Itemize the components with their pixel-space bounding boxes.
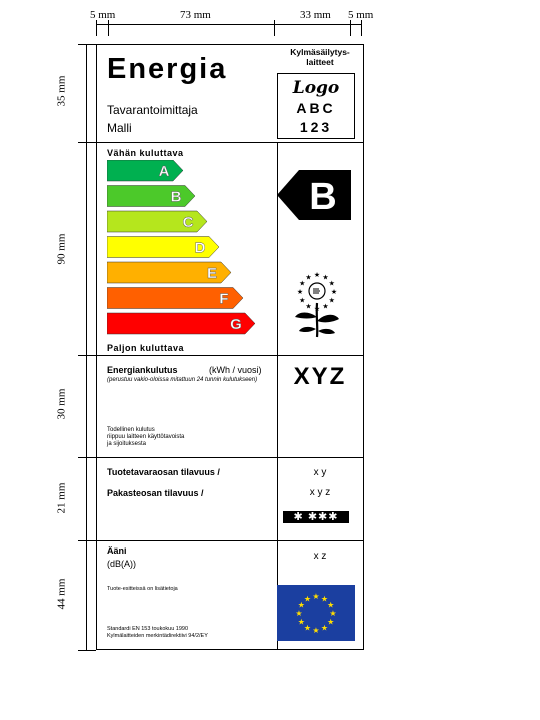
model-text: Malli (107, 121, 132, 135)
noise-value: x z (313, 551, 327, 562)
brochure-note: Tuote-esitteissä on lisätietoja (107, 586, 178, 592)
class-arrow-d (107, 237, 219, 258)
standard-note: Standardi EN 153 toukokuu 1990 (107, 626, 189, 632)
dim-top-1: 5 mm (90, 9, 116, 21)
star-icon: ✱ (293, 511, 304, 523)
dim-left-1: 35 mm (55, 75, 68, 107)
class-arrow-f (107, 288, 243, 309)
star-icon: ★ (329, 609, 337, 618)
star-icon: ★ (303, 623, 312, 633)
dim-top-3: 33 mm (300, 9, 331, 21)
star-icon: ★ (303, 594, 312, 604)
class-letter: C (182, 214, 194, 231)
directive-note: Kylmälaitteiden merkintädirektiivi 94/2/EY (107, 633, 208, 639)
dim-top-4: 5 mm (348, 9, 374, 21)
rating-letter: B (309, 176, 337, 218)
class-arrow-a (107, 160, 183, 181)
star-icon: ★ (320, 594, 329, 604)
consumption-unit: (kWh / vuosi) (209, 365, 262, 375)
class-arrow-b (107, 186, 195, 207)
star-icon: ★ (305, 302, 312, 311)
fresh-volume-label: Tuotetavaraosan tilavuus / (107, 467, 220, 477)
class-letter: B (170, 188, 182, 206)
low-consumption-label: Vähän kuluttava (107, 148, 184, 158)
star-icon: ★ (327, 600, 335, 610)
consumption-title: Energiankulutus (107, 365, 178, 375)
efficiency-scale (107, 160, 267, 340)
logo-box (277, 73, 355, 139)
real-consumption-note-3: ja sijoituksesta (107, 441, 147, 447)
noise-label: Ääni (107, 546, 127, 556)
label-title: Energia (107, 53, 228, 85)
class-arrow-g (107, 313, 255, 334)
star-icon: ★ (313, 271, 321, 279)
dim-left-2: 90 mm (55, 233, 68, 265)
logo-text: Logo (292, 78, 340, 98)
abc-text: ABC (296, 100, 336, 116)
category-text: Kylmäsäilytys-laitteet (290, 47, 350, 67)
star-icon: ★ (299, 296, 306, 305)
star-icon: ★ (313, 305, 321, 313)
star-icon: ★ (320, 623, 329, 633)
number-text: 123 (299, 119, 333, 135)
star-icon: ★ (322, 273, 329, 282)
star-icon: ★ (330, 288, 338, 296)
real-consumption-note-1: Todellinen kulutus (107, 427, 155, 433)
class-arrow-e (107, 262, 231, 283)
eu-ecolabel-flower-icon (289, 267, 345, 339)
frozen-volume-value: x y z (309, 487, 331, 498)
dim-left-5: 44 mm (55, 578, 68, 610)
star-icon: ★ (322, 302, 329, 311)
class-letter: A (158, 163, 170, 180)
star-icon: ★ (297, 600, 305, 610)
energy-label (96, 44, 364, 650)
class-arrow-c (107, 211, 207, 232)
real-consumption-note-2: riippuu laitteen käyttötavoista (107, 434, 185, 440)
star-icon: ★ (312, 592, 320, 601)
dim-top-2: 73 mm (180, 9, 211, 21)
fresh-volume-value: x y (313, 467, 327, 478)
consumption-note: (perustuu vakio-oloissa mitattuun 24 tunnin kulutukseen) (107, 377, 258, 383)
class-letter: E (206, 265, 218, 282)
star-icon: ★ (296, 288, 304, 296)
star-icon: ✱✱✱ (307, 511, 339, 523)
eu-flag-icon (277, 585, 355, 641)
consumption-value: XYZ (293, 363, 347, 390)
star-icon: ★ (328, 296, 335, 305)
class-letter: D (194, 239, 206, 257)
star-icon: ★ (305, 273, 312, 282)
class-letter: G (230, 316, 242, 333)
high-consumption-label: Paljon kuluttava (107, 343, 185, 353)
supplier-text: Tavarantoimittaja (107, 103, 198, 117)
star-icon: ★ (295, 609, 303, 618)
star-icon: ★ (328, 279, 335, 288)
star-icon: ★ (327, 617, 335, 627)
rating-arrow (277, 170, 351, 220)
star-icon: ★ (312, 626, 320, 635)
dim-left-3: 30 mm (55, 388, 68, 420)
freezer-star-rating (283, 511, 349, 523)
class-letter: F (219, 290, 229, 308)
star-icon: ★ (299, 279, 306, 288)
frozen-volume-label: Pakasteosan tilavuus / (107, 488, 204, 498)
dim-left-4: 21 mm (55, 482, 68, 514)
noise-unit: (dB(A)) (107, 559, 136, 569)
star-icon: ★ (297, 617, 305, 627)
